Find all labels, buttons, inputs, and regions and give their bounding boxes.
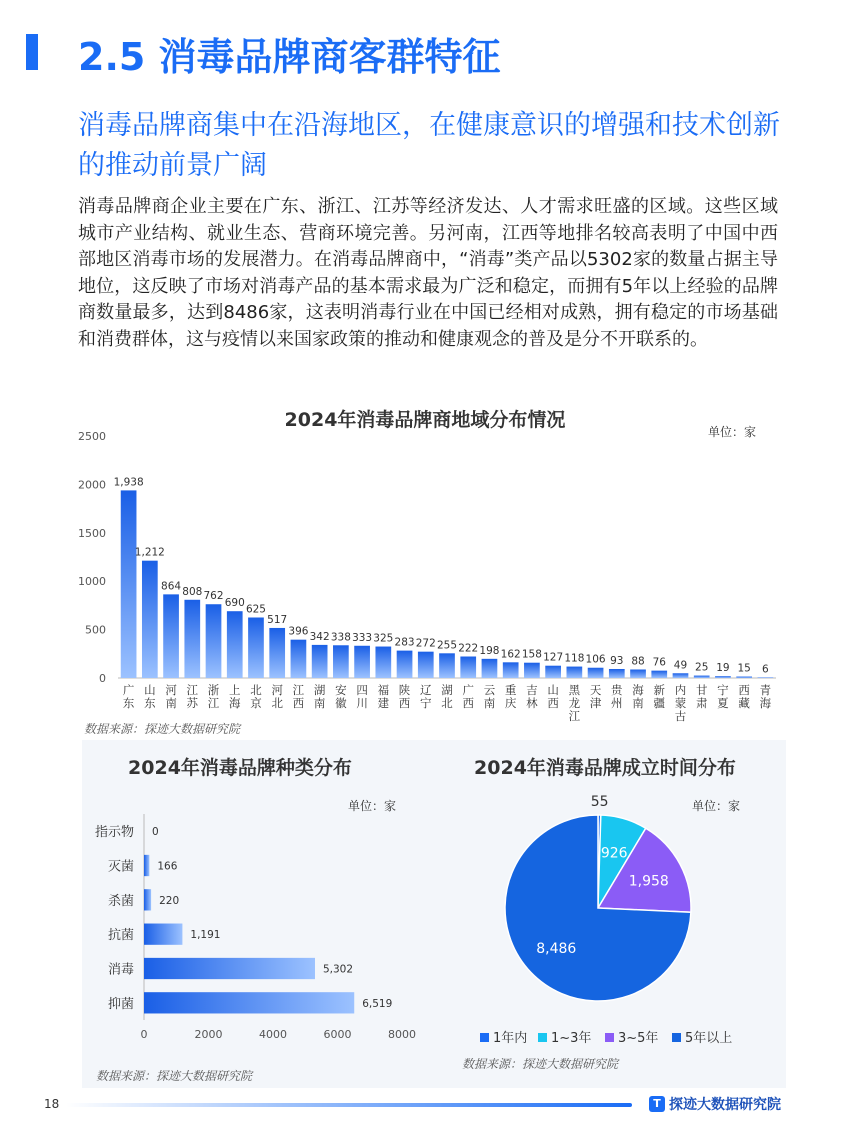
category-label: 林 <box>526 696 538 710</box>
bar <box>630 669 646 678</box>
legend-label: 5年以上 <box>685 1031 733 1046</box>
category-label: 指示物 <box>94 825 134 841</box>
bar <box>524 663 540 678</box>
y-tick-label: 2000 <box>78 478 106 492</box>
category-label: 海 <box>759 696 772 710</box>
category-label: 海 <box>632 683 644 697</box>
value-label: 5,302 <box>322 963 354 976</box>
category-label: 西 <box>292 696 305 710</box>
bar <box>333 645 349 678</box>
value-label: 325 <box>373 632 394 645</box>
category-label: 西 <box>462 696 474 710</box>
category-label: 南 <box>632 696 644 710</box>
bar <box>354 646 370 678</box>
bar <box>694 676 710 678</box>
bar <box>758 677 774 678</box>
category-label: 湖 <box>441 683 453 697</box>
category-label: 肃 <box>695 696 708 710</box>
category-label: 东 <box>144 696 156 710</box>
category-label: 龙 <box>568 696 581 710</box>
category-label: 北 <box>441 696 453 710</box>
category-label: 南 <box>483 696 496 710</box>
footer-logo <box>649 1094 781 1114</box>
value-label: 162 <box>500 648 521 661</box>
bar <box>460 657 476 678</box>
value-label: 1,938 <box>113 476 144 489</box>
legend-label: 1年内 <box>493 1031 528 1046</box>
chart-title: 2024年消毒品牌商地域分布情况 <box>284 409 566 431</box>
value-label: 6 <box>762 663 769 676</box>
bar <box>248 618 264 679</box>
category-label: 南 <box>313 696 326 710</box>
y-tick-label: 2500 <box>78 430 106 443</box>
bar <box>144 855 149 876</box>
bar <box>206 604 222 678</box>
category-bar-chart <box>0 740 440 1090</box>
value-label: 166 <box>157 860 178 873</box>
category-label: 上 <box>228 683 241 697</box>
category-label: 福 <box>377 683 390 697</box>
bar <box>567 667 583 678</box>
category-label: 东 <box>122 696 135 710</box>
category-label: 安 <box>335 683 347 697</box>
bar <box>142 561 158 678</box>
x-tick-label: 4000 <box>259 1028 287 1041</box>
value-label: 342 <box>309 630 330 643</box>
category-label: 山 <box>144 683 156 697</box>
value-label: 333 <box>352 631 373 644</box>
bar <box>418 652 434 678</box>
unit-label: 单位：家 <box>692 799 741 813</box>
category-label: 疆 <box>653 696 666 710</box>
bar <box>736 677 752 678</box>
bar <box>588 668 604 678</box>
category-label: 津 <box>589 696 602 710</box>
category-label: 庆 <box>504 696 517 710</box>
bar <box>144 889 151 910</box>
footer-divider <box>66 1103 632 1107</box>
bar <box>503 662 519 678</box>
y-tick-label: 500 <box>85 623 106 637</box>
value-label: 25 <box>695 661 709 674</box>
value-label: 283 <box>394 636 415 649</box>
chart-title: 2024年消毒品牌种类分布 <box>128 757 352 779</box>
category-label: 宁 <box>420 696 432 710</box>
value-label: 272 <box>415 637 436 650</box>
logo-text: 探迹大数据研究院 <box>669 1097 781 1113</box>
category-label: 广 <box>122 683 135 697</box>
x-tick-label: 0 <box>140 1028 148 1041</box>
bar <box>545 666 561 678</box>
value-label: 762 <box>203 590 224 603</box>
category-label: 辽 <box>420 683 432 697</box>
bar <box>144 992 354 1013</box>
category-label: 苏 <box>186 696 199 710</box>
value-label: 19 <box>716 662 730 675</box>
source-note: 数据来源：探迹大数据研究院 <box>84 722 241 736</box>
category-label: 贵 <box>611 683 623 697</box>
category-label: 天 <box>589 683 602 697</box>
value-label: 118 <box>564 652 585 665</box>
value-label: 396 <box>288 625 309 638</box>
category-label: 新 <box>653 683 666 697</box>
category-label: 灭菌 <box>107 859 134 875</box>
bar <box>291 640 307 678</box>
bar <box>312 645 328 678</box>
bar <box>144 958 315 979</box>
category-label: 海 <box>228 696 241 710</box>
value-label: 808 <box>182 585 203 598</box>
title-accent-bar <box>26 34 38 70</box>
age-pie-chart <box>440 740 790 1090</box>
value-label: 338 <box>330 631 351 644</box>
category-label: 陕 <box>398 683 411 697</box>
bar <box>121 490 137 678</box>
value-label: 222 <box>458 642 479 655</box>
category-label: 州 <box>611 696 623 710</box>
bar <box>163 594 179 678</box>
value-label: 88 <box>631 655 645 668</box>
value-label: 220 <box>159 894 180 907</box>
slice-label: 55 <box>590 794 609 811</box>
bar <box>227 611 243 678</box>
category-label: 江 <box>186 683 199 697</box>
value-label: 1,191 <box>190 929 221 942</box>
x-tick-label: 6000 <box>323 1028 352 1041</box>
legend-label: 3~5年 <box>618 1031 659 1046</box>
value-label: 106 <box>585 653 606 666</box>
category-label: 西 <box>547 696 559 710</box>
x-tick-label: 8000 <box>388 1028 416 1041</box>
bar <box>397 651 413 678</box>
category-label: 江 <box>292 683 305 697</box>
bar <box>609 669 625 678</box>
region-bar-chart <box>0 400 850 740</box>
value-label: 49 <box>673 659 688 672</box>
value-label: 76 <box>652 656 666 669</box>
value-label: 93 <box>610 654 624 667</box>
value-label: 690 <box>224 597 245 610</box>
bar <box>439 653 455 678</box>
slice-label: 8,486 <box>536 940 577 957</box>
value-label: 1,212 <box>134 546 165 559</box>
source-note: 数据来源：探迹大数据研究院 <box>96 1069 253 1083</box>
body-paragraph: 消毒品牌商企业主要在广东、浙江、江苏等经济发达、人才需求旺盛的区域。这些区域城市产业结构、就业生态、营商环境完善。另河南，江西等地排名较高表明了中国中西部地区消毒市场的发展潜力。在消毒品牌商中，“消毒”类产品以5302家的数量占据主导地位，这反映了市场对消毒产品的基本需求最为广泛和稳定，而拥有5年以上经验的品牌商数量最多，达到8486家，这表明消毒行业在中国已经相对成熟，拥有稳定的市场基础和消费群体，这与疫情以来国家政策的推动和健康观念的普及是分不开联系的。 <box>78 196 778 350</box>
category-label: 湖 <box>313 683 326 697</box>
category-label: 青 <box>759 683 772 697</box>
legend-label: 1~3年 <box>551 1031 592 1046</box>
bar <box>715 676 731 678</box>
category-label: 河 <box>165 683 177 697</box>
category-label: 杀菌 <box>107 893 134 909</box>
category-label: 古 <box>674 709 687 723</box>
value-label: 198 <box>479 644 500 657</box>
category-label: 西 <box>398 696 411 710</box>
category-label: 江 <box>568 709 581 723</box>
value-label: 864 <box>161 580 182 593</box>
value-label: 625 <box>245 603 266 616</box>
legend-swatch <box>605 1033 614 1042</box>
x-tick-label: 2000 <box>194 1028 223 1041</box>
category-label: 四 <box>356 683 368 697</box>
category-label: 南 <box>165 696 177 710</box>
category-label: 内 <box>674 683 687 697</box>
logo-icon: T <box>649 1096 665 1112</box>
bar <box>482 659 498 678</box>
category-label: 黑 <box>568 683 581 697</box>
value-label: 158 <box>521 648 542 661</box>
category-label: 广 <box>462 683 474 697</box>
category-label: 云 <box>483 683 496 697</box>
category-label: 消毒 <box>107 962 134 978</box>
bar <box>651 671 667 678</box>
value-label: 0 <box>152 826 159 839</box>
category-label: 吉 <box>526 683 538 697</box>
value-label: 127 <box>543 651 564 664</box>
page-title: 2.5 消毒品牌商客群特征 <box>78 35 501 79</box>
bar <box>673 673 689 678</box>
category-label: 川 <box>356 696 368 710</box>
category-label: 西 <box>738 683 750 697</box>
slice-label: 1,958 <box>628 873 669 890</box>
bar <box>144 924 182 945</box>
category-label: 北 <box>271 696 283 710</box>
y-tick-label: 0 <box>99 672 106 685</box>
y-tick-label: 1000 <box>78 575 106 589</box>
legend-swatch <box>480 1033 489 1042</box>
category-label: 北 <box>250 683 262 697</box>
value-label: 255 <box>436 639 458 652</box>
unit-label: 单位：家 <box>708 425 757 439</box>
chart-title: 2024年消毒品牌成立时间分布 <box>474 757 736 779</box>
category-label: 夏 <box>717 696 729 710</box>
page-number: 18 <box>44 1097 60 1111</box>
bar <box>375 647 391 678</box>
legend-swatch <box>672 1033 681 1042</box>
category-label: 宁 <box>717 683 729 697</box>
category-label: 浙 <box>207 683 220 697</box>
unit-label: 单位：家 <box>348 799 397 813</box>
category-label: 重 <box>504 683 517 697</box>
section-subtitle: 消毒品牌商集中在沿海地区，在健康意识的增强和技术创新的推动前景广阔 <box>78 110 780 181</box>
category-label: 建 <box>377 696 390 710</box>
category-label: 河 <box>271 683 283 697</box>
bar <box>184 600 200 678</box>
category-label: 江 <box>207 696 220 710</box>
value-label: 15 <box>737 662 751 675</box>
category-label: 抑菌 <box>107 996 134 1012</box>
value-label: 6,519 <box>362 997 393 1010</box>
legend-swatch <box>538 1033 547 1042</box>
slice-label: 926 <box>600 845 628 862</box>
category-label: 徽 <box>335 696 347 710</box>
y-tick-label: 1500 <box>78 526 106 540</box>
bar <box>269 628 285 678</box>
category-label: 京 <box>250 696 262 710</box>
category-label: 抗菌 <box>107 928 134 944</box>
category-label: 甘 <box>695 683 708 697</box>
category-label: 山 <box>547 683 559 697</box>
value-label: 517 <box>267 613 288 626</box>
source-note: 数据来源：探迹大数据研究院 <box>462 1057 619 1071</box>
category-label: 藏 <box>738 696 750 710</box>
category-label: 蒙 <box>674 696 687 710</box>
